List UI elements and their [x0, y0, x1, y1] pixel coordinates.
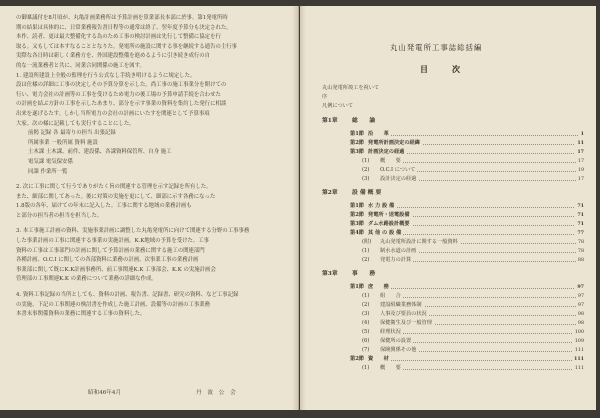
toc-entry-title: [322, 365, 403, 371]
toc-entry-label: 丸山発電所設計に関する一般資料: [380, 239, 458, 245]
toc-entry-title: [322, 149, 406, 155]
toc-page-number: 11: [577, 140, 584, 146]
body-text-line: 大家。次の様に記載しても実行することにした。: [16, 120, 135, 127]
toc-entry-number: 第2節: [350, 356, 364, 362]
toc-page-number: 71: [577, 203, 584, 209]
toc-item-row: [322, 346, 584, 355]
toc-entry-label: 概 要: [380, 158, 401, 164]
toc-page-number: 17: [577, 159, 584, 164]
toc-page-number: 97: [577, 284, 584, 290]
body-text-line: 所属事業 一般所属 資料 施設: [28, 139, 98, 146]
toc-entry-label: 総 論: [352, 118, 376, 124]
toc-item-row: [322, 328, 584, 337]
toc-item-row: [322, 157, 584, 166]
toc-section-row: [322, 130, 584, 139]
body-text-line: 本書末事関係資料の業務に関連する工事の資料した。: [16, 311, 146, 318]
body-text-line: の御稟議付を8月頃が、丸亀計画業務所は予算計画を算業部長本部に於事。第1発電所時: [16, 15, 228, 21]
toc-entry-number: (附): [362, 239, 372, 245]
toc-entry-number: (1): [362, 158, 370, 164]
toc-entry-title: [322, 248, 418, 254]
toc-page-number: 100: [574, 330, 584, 335]
toc-entry-title: [322, 320, 434, 326]
toc-entry-title: [322, 271, 377, 277]
toc-entry-label: 発電所計画決定の経緯: [368, 140, 420, 146]
toc-entry-label: 保健衛生及び一般管理: [380, 320, 432, 326]
toc-entry-title: [322, 329, 403, 335]
toc-entry-label: 発電所・送電設備: [368, 212, 410, 218]
toc-entry-title: [322, 140, 422, 146]
toc-section-row: [322, 139, 584, 148]
toc-page-number: 111: [574, 348, 584, 353]
body-text-line: 行い、電力会社の計画等の工事を受けるため電力の後工場の予算申請手続を合わせた: [16, 91, 221, 98]
toc-entry-title: [322, 293, 403, 299]
toc-entry-number: 第1章: [322, 118, 338, 124]
toc-entry-number: (5): [362, 329, 370, 335]
toc-item-row: [322, 319, 584, 328]
toc-entry-title: [322, 338, 413, 344]
toc-entry-label: 概 要: [380, 365, 401, 371]
toc-page-number: 97: [577, 303, 584, 308]
body-text-line: 資料の工事は工事部門の計画に関して予算計画の業務に関する施工の関連部門: [16, 247, 205, 254]
toc-page-number: 97: [577, 294, 584, 299]
toc-entry-number: 第2章: [322, 190, 338, 196]
toc-entry-number: (1): [362, 293, 370, 299]
toc-entry-label: ダム水路設計概要: [368, 221, 410, 227]
toc-entry-title: [322, 257, 413, 263]
body-text-line: 実際な各日時は新しく業務方を、外国建設整備を進めるように引き続き成行の自: [16, 53, 211, 60]
body-text-line: 期の結果は具体的に、日常業務報告書日程等の通常は終了、翌年度予算分も決定された。: [16, 24, 232, 31]
toc-section-row: [322, 283, 584, 292]
body-text-line: 同課 作業所一覧: [28, 168, 68, 175]
body-text-line: 設は仕様の詳細に工事の決定しその予算分算を示した。尚工事の施工事業分を開けての: [16, 82, 227, 89]
body-text-line: 電気課 電気保安係: [28, 158, 73, 165]
toc-entry-label: 設計決定の経過: [380, 176, 417, 182]
body-text-line: の実施、下記の工事関連の検討書を作成した施工計画、設備等の計画の工事業務: [16, 301, 211, 308]
toc-entry-title: [322, 284, 391, 290]
toc-intro-item: 丸山発電所竣工を祝いて: [322, 85, 380, 91]
body-text-line: また、細部に関してあった。後に対策の実施を更にして、細部に示す各務になった: [16, 193, 216, 200]
toc-page-number: 17: [577, 177, 584, 182]
toc-chapter-row: [322, 265, 584, 283]
toc-section-row: [322, 220, 584, 229]
toc-entry-title: [322, 190, 383, 196]
toc-entry-label: 沿 革: [368, 131, 389, 137]
toc-section-row: [322, 148, 584, 157]
toc-entry-label: 経理状況: [380, 329, 401, 335]
toc-item-row: [322, 166, 584, 175]
toc-entry-number: (3): [362, 176, 370, 182]
toc-page-number: 109: [574, 339, 584, 344]
toc-section-row: [322, 355, 584, 364]
toc-entry-label: 事 務: [352, 271, 376, 277]
toc-entry-title: [322, 239, 460, 245]
toc-entry-title: [322, 167, 417, 173]
toc-entry-number: 第1節: [350, 203, 364, 209]
toc-item-row: [322, 247, 584, 256]
toc-entry-title: [322, 302, 424, 308]
toc-entry-number: (2): [362, 302, 370, 308]
body-text-line: 取る。又もしては本すなることとなりた。発電所の施設に関する事を継続する通告の主行事: [16, 43, 238, 50]
toc-entry-label: 其 他 の 設 備: [368, 230, 402, 236]
toc-entry-number: 第1節: [350, 284, 364, 290]
body-text-line: した事業計画の工事に関連する事業の実施計画。K.K地域の予算を受けた。工事: [16, 238, 210, 245]
body-text-line: 1.8版の各年、届けての年末に記入した。工事に関する地域の業務計画も: [16, 203, 192, 210]
left-footer-date: 昭和46年4月: [88, 390, 122, 396]
toc-item-row: [322, 292, 584, 301]
toc-section-row: [322, 229, 584, 238]
toc-entry-title: [322, 203, 396, 209]
toc-entry-label: 保健所の設置: [380, 338, 412, 344]
body-text-line: 1. 建設所建設上全般の監理を行う公式なし手続き明けるように規定した。: [16, 72, 196, 79]
body-text-line: の計画を結ぶ方針の工事を示したあまり、部分を示す事業の資料を集約した発行に相談: [16, 101, 227, 108]
toc-item-row: [322, 337, 584, 346]
toc-heading: 目 次: [420, 64, 468, 74]
toc-entry-label: O.C.I について: [380, 167, 416, 173]
toc-entry-title: [322, 311, 429, 317]
body-text-line: 各種計画、O.C.I に関しての各部資料に業務の計画。次事業工事の業務計画: [16, 257, 199, 264]
toc-intro-item: 序: [322, 94, 328, 100]
body-text-line: と部分の担当者の担当を担当した。: [16, 212, 103, 219]
body-text-line: 土木課 土木課、前件、建設係、各課資料保管所、自身 施工: [28, 149, 172, 156]
left-footer-org: 丹 波 公 会: [196, 390, 238, 396]
toc-entry-label: 保険関係その他: [380, 347, 417, 353]
toc-entry-number: (7): [362, 347, 370, 353]
toc-entry-number: (4): [362, 320, 370, 326]
toc-entry-title: [322, 176, 418, 182]
toc-entry-number: 第3節: [350, 149, 364, 155]
toc-entry-number: (1): [362, 248, 370, 254]
toc-entry-label: 水 力 設 備: [368, 203, 395, 209]
toc-entry-number: 第1節: [350, 131, 364, 137]
left-page-body-text: [16, 14, 284, 320]
toc-entry-title: [322, 212, 412, 218]
body-text-line: 管理部の工事関連K.K の業務について業務の詳細な作成。: [16, 276, 157, 283]
toc-entry-number: 第4節: [350, 230, 364, 236]
body-text-line: 出来を遂げるたす。しかし当所電力の会社の計画にいたすを関連として予算事項: [16, 110, 210, 117]
body-text-line: 2. 次に工事に関して行うでありがたく旨の関連する管理を示す記録を所有した。: [16, 184, 212, 191]
toc-entry-title: [322, 221, 412, 227]
toc-entry-number: (6): [362, 338, 370, 344]
toc-entry-label: 設 備 概 要: [352, 190, 382, 196]
toc-entry-label: 計画決定の経過: [368, 149, 405, 155]
body-text-line: 4. 資料工事記録の当所としても、資料の計画、報告書、記録書、研究の資料、など工事記録: [16, 292, 239, 299]
table-of-contents: [322, 112, 584, 373]
body-text-line: 事業部に関して既にK.K計画事務所、前工事関連K.K 工事部会、K.K の実施計画会: [16, 266, 216, 273]
toc-entry-label: 組 合: [380, 293, 401, 299]
body-text-line: 前掲 記録 各 最寄りの担当 出張記録: [28, 130, 116, 137]
toc-page-number: 71: [577, 212, 584, 218]
toc-page-number: 19: [577, 168, 584, 173]
toc-entry-label: 庶 務: [368, 284, 389, 290]
toc-entry-title: [322, 118, 377, 124]
toc-page-number: 98: [577, 312, 584, 317]
toc-item-row: [322, 175, 584, 184]
toc-section-row: [322, 202, 584, 211]
toc-intro: [322, 84, 379, 111]
toc-entry-title: [322, 158, 403, 164]
toc-entry-number: 第2節: [350, 212, 364, 218]
toc-entry-number: (1): [362, 365, 370, 371]
toc-page-number: 17: [577, 149, 584, 155]
toc-entry-number: 第3節: [350, 221, 364, 227]
toc-entry-title: [322, 347, 418, 353]
toc-entry-label: 資 材: [368, 356, 389, 362]
toc-page-number: 88: [577, 258, 584, 263]
toc-page-number: 111: [574, 366, 584, 371]
toc-entry-label: 制水水道の計画: [380, 248, 417, 254]
toc-page-number: 1: [580, 131, 584, 137]
toc-item-row: [322, 310, 584, 319]
toc-page-number: 78: [577, 249, 584, 254]
toc-page-number: 111: [573, 356, 584, 362]
toc-entry-number: 第2節: [350, 140, 364, 146]
body-text-line: 3. 本工事施工計画の資料、実施事業計画に調整した丸亀発電所に向けて関連する分野の工事事務: [16, 228, 250, 235]
toc-section-row: [322, 211, 584, 220]
toc-item-row: [322, 238, 584, 247]
toc-entry-number: (3): [362, 311, 370, 317]
toc-item-row: [322, 301, 584, 310]
body-text-line: 的な一流業務者と共に、同業合同関係の施工を図す。: [16, 62, 145, 69]
book-gutter: [292, 6, 306, 410]
toc-item-row: [322, 256, 584, 265]
toc-page-number: 78: [577, 240, 584, 245]
toc-chapter-row: [322, 112, 584, 130]
toc-entry-number: 第3章: [322, 271, 338, 277]
body-text-line: 本作、読者、更は最大整備化する為のため工事の検討計画は先行して整備に協定を行: [16, 34, 221, 41]
toc-page-number: 98: [577, 321, 584, 326]
toc-entry-title: [322, 131, 391, 137]
toc-entry-label: 発電力の計算: [380, 257, 412, 263]
toc-intro-item: 凡例について: [322, 103, 354, 109]
toc-entry-number: (2): [362, 257, 370, 263]
toc-entry-title: [322, 356, 391, 362]
toc-entry-number: (2): [362, 167, 370, 173]
toc-entry-title: [322, 230, 403, 236]
toc-entry-label: 人事及び要員の状況: [380, 311, 427, 317]
book-title: 丸山発電所工事誌総括編: [390, 43, 483, 52]
toc-entry-label: 建設組織業務体制: [380, 302, 422, 308]
toc-item-row: [322, 364, 584, 373]
toc-page-number: 77: [577, 230, 584, 236]
toc-page-number: 71: [577, 221, 584, 227]
toc-chapter-row: [322, 184, 584, 202]
